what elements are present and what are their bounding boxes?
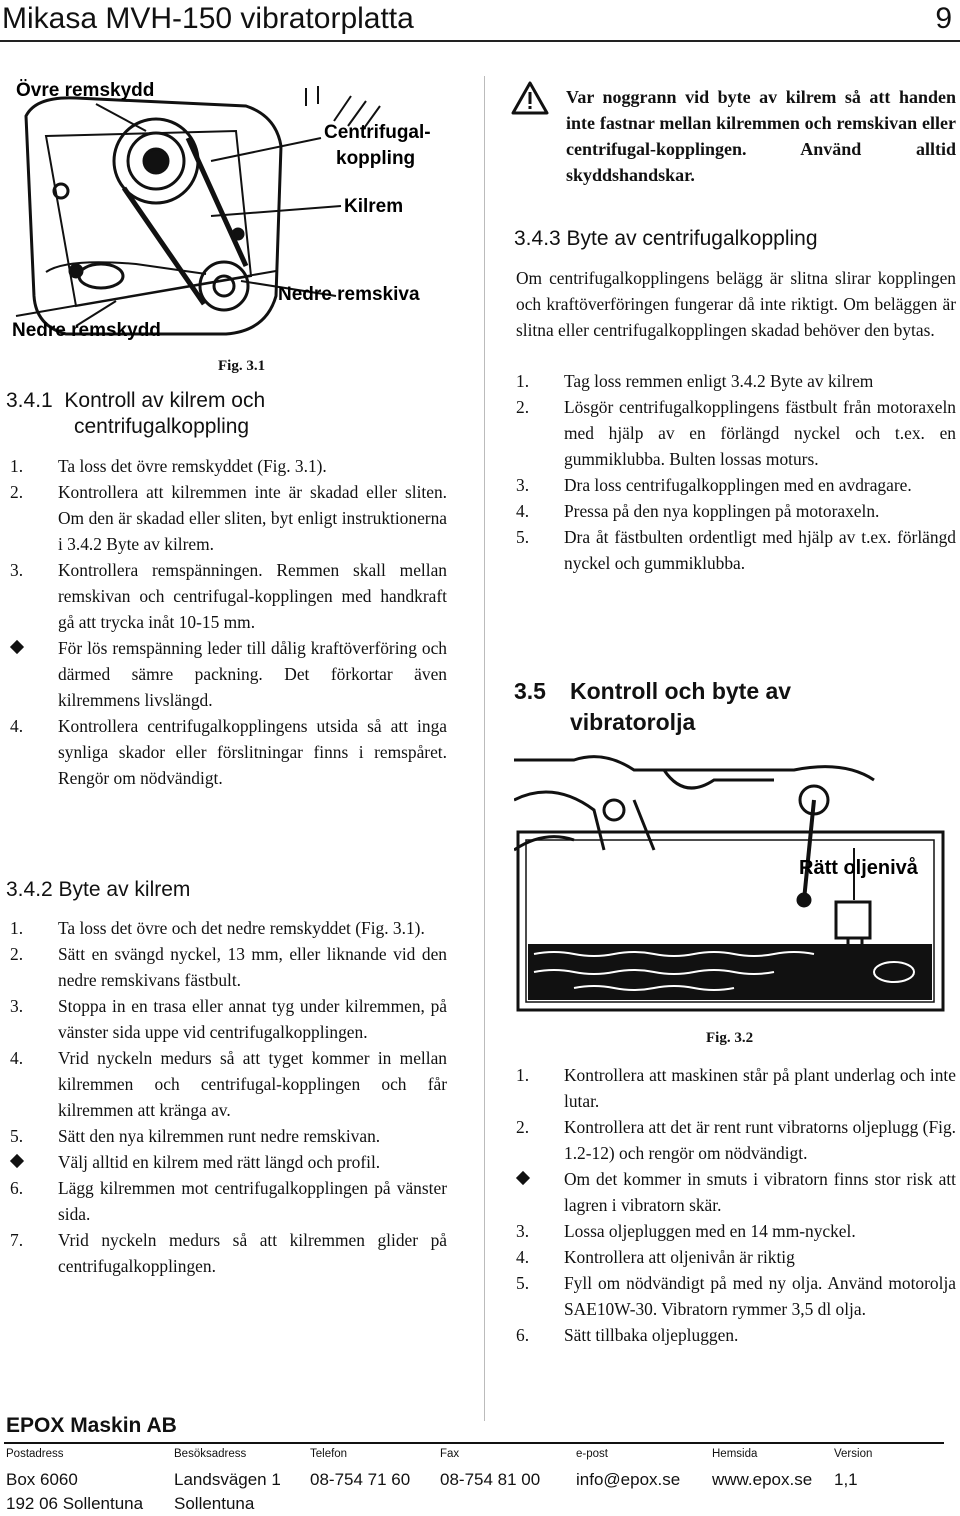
list-item: [10, 1227, 447, 1279]
item-text: Stoppa in en trasa eller annat tyg under kilremmen, på vänster sida uppe vid centrifugalkopplingen.: [58, 996, 447, 1042]
page-number: 9: [935, 2, 952, 35]
list-item: [10, 1123, 447, 1149]
list-item: [516, 1166, 956, 1218]
item-text: Kontrollera att det är rent runt vibratorns oljeplugg (Fig. 1.2-12) och rengör om nödvändigt.: [564, 1117, 956, 1163]
list-item: [516, 1244, 956, 1270]
figure-caption: Fig. 3.1: [218, 358, 266, 374]
figure-caption: Fig. 3.2: [706, 1030, 754, 1046]
oil-level-figure: [514, 740, 954, 1020]
item-text: Vrid nyckeln medurs så att tyget kommer in mellan kilremmen och centrifugal-kopplingen och får kilremmen att kränga av.: [58, 1048, 447, 1120]
list-item: [10, 713, 447, 791]
list-item: [10, 993, 447, 1045]
list-item: [516, 1218, 956, 1244]
item-number: 2.: [516, 397, 530, 417]
company-name: EPOX Maskin AB: [6, 1414, 177, 1437]
diamond-bullet-icon: [10, 1154, 24, 1168]
footer-label: Fax: [440, 1448, 460, 1460]
intro-paragraph: Om centrifugalkopplingens belägg är slitna slirar kopplingen och kraftöverföringen fungerar då inte riktigt. Om beläggen är slitna eller centrifugalkopplingen skadad behöver den bytas.: [516, 268, 956, 340]
label-lower-guard: Nedre remskydd: [12, 320, 161, 341]
footer-version: 1,1: [834, 1470, 858, 1489]
item-text: Lossa oljepluggen med en 14 mm-nyckel.: [564, 1221, 856, 1241]
footer-label: Version: [834, 1448, 873, 1460]
list-item: [516, 524, 956, 576]
item-number: 2.: [10, 482, 24, 502]
list-item: [516, 1114, 956, 1166]
item-text: Kontrollera att maskinen står på plant underlag och inte lutar.: [564, 1065, 956, 1111]
item-number: 6.: [516, 1325, 530, 1345]
footer-label: e-post: [576, 1448, 608, 1460]
item-text: Kontrollera remspänningen. Remmen skall mellan remskivan och centrifugal-kopplingen med handkraft gå att trycka inåt 10-15 mm.: [58, 560, 447, 632]
warning-text: Var noggrann vid byte av kilrem så att handen inte fastnar mellan kilremmen och remskivan eller centrifugal-kopplingen. Använd alltid skyddshandskar.: [566, 87, 956, 185]
item-number: 7.: [10, 1230, 24, 1250]
list-item: [516, 1322, 956, 1348]
belt-drive-figure: [6, 76, 454, 348]
item-number: 4.: [516, 1247, 530, 1267]
list-item: [10, 1149, 447, 1175]
item-number: 3.: [516, 1221, 530, 1241]
item-number: 4.: [10, 716, 24, 736]
list-item: [516, 368, 956, 394]
footer-label: Hemsida: [712, 1448, 758, 1460]
list-item: [516, 498, 956, 524]
section-heading: 3.4.1 Kontroll av kilrem och centrifugalkoppling: [6, 389, 266, 438]
label-clutch: Centrifugal-: [324, 122, 431, 143]
list-item: [10, 453, 447, 479]
section-heading-3-5: 3.5 Kontroll och byte av vibratorolja: [514, 678, 792, 735]
item-number: 5.: [516, 527, 530, 547]
warning-triangle-icon: [510, 80, 550, 116]
item-number: 1.: [516, 1065, 530, 1085]
list-item: [10, 941, 447, 993]
item-number: 1.: [10, 456, 24, 476]
item-number: 1.: [10, 918, 24, 938]
item-text: Fyll om nödvändigt på med ny olja. Använd motorolja SAE10W-30. Vibratorn rymmer 3,5 dl olja.: [564, 1273, 956, 1319]
item-number: 2.: [10, 944, 24, 964]
footer-phone: 08-754 71 60: [310, 1470, 411, 1489]
item-text: Om det kommer in smuts i vibratorn finns stor risk att lagren i vibratorn skär.: [564, 1169, 956, 1215]
item-text: Sätt en svängd nyckel, 13 mm, eller liknande vid den nedre remskivans fästbult.: [58, 944, 447, 990]
item-text: Lägg kilremmen mot centrifugalkopplingen på vänster sida.: [58, 1178, 447, 1224]
label-correct-oil-level: Rätt oljenivå: [799, 857, 918, 879]
item-number: 5.: [516, 1273, 530, 1293]
list-item: [10, 915, 447, 941]
list-item: [10, 635, 447, 713]
item-text: För lös remspänning leder till dålig kraftöverföring och därmed sämre packning. Det förkortar även kilremmens livslängd.: [58, 638, 447, 710]
footer-postal: Box 6060 192 06 Sollentuna: [6, 1470, 144, 1513]
item-number: 4.: [516, 501, 530, 521]
section-heading: 3.4.3 Byte av centrifugalkoppling: [514, 227, 818, 250]
item-text: Lösgör centrifugalkopplingens fästbult från motoraxeln med hjälp av en förlängd nyckel och t.ex. en gummiklubba. Bulten lossas moturs.: [564, 397, 956, 469]
list-item: [516, 394, 956, 472]
item-number: 3.: [10, 560, 24, 580]
footer-fax: 08-754 81 00: [440, 1470, 541, 1489]
item-number: 2.: [516, 1117, 530, 1137]
page-header: [0, 0, 960, 42]
column-divider: [484, 76, 485, 1421]
item-number: 5.: [10, 1126, 24, 1146]
footer-website: www.epox.se: [712, 1470, 813, 1489]
page-footer: [0, 1412, 960, 1513]
list-item: [10, 1175, 447, 1227]
list-3-5: [516, 1062, 956, 1348]
item-number: 4.: [10, 1048, 24, 1068]
item-text: Sätt tillbaka oljepluggen.: [564, 1325, 739, 1345]
diamond-bullet-icon: [516, 1171, 530, 1185]
list-item: [516, 472, 956, 498]
footer-label: Besöksadress: [174, 1448, 247, 1460]
item-text: Ta loss det övre och det nedre remskyddet (Fig. 3.1).: [58, 918, 425, 938]
list-item: [516, 1062, 956, 1114]
list-item: [10, 1045, 447, 1123]
footer-visit: Landsvägen 1 Sollentuna: [174, 1470, 281, 1513]
item-text: Tag loss remmen enligt 3.4.2 Byte av kilrem: [564, 371, 874, 391]
footer-label: Postadress: [6, 1448, 64, 1460]
label-upper-guard: Övre remskydd: [16, 80, 155, 101]
item-number: 6.: [10, 1178, 24, 1198]
list-item: [10, 557, 447, 635]
diamond-bullet-icon: [10, 640, 24, 654]
item-text: Kontrollera centrifugalkopplingens utsida så att inga synliga skador eller förslitningar finns i remspåret. Rengör om nödvändigt.: [58, 716, 447, 788]
label-lower-pulley: Nedre remskiva: [278, 284, 420, 305]
svg-text:koppling: koppling: [336, 148, 416, 169]
item-number: 1.: [516, 371, 530, 391]
item-text: Pressa på den nya kopplingen på motoraxeln.: [564, 501, 880, 521]
item-text: Dra åt fästbulten ordentligt med hjälp av t.ex. förlängd nyckel och gummiklubba.: [564, 527, 956, 573]
footer-rule: [4, 1442, 944, 1444]
item-text: Sätt den nya kilremmen runt nedre remskivan.: [58, 1126, 381, 1146]
label-belt: Kilrem: [344, 196, 404, 217]
item-number: 3.: [10, 996, 24, 1016]
footer-label: Telefon: [310, 1448, 348, 1460]
item-number: 3.: [516, 475, 530, 495]
list-item: [10, 479, 447, 557]
list-342: [10, 915, 447, 1279]
footer-email: info@epox.se: [576, 1470, 681, 1489]
item-text: Välj alltid en kilrem med rätt längd och profil.: [58, 1152, 381, 1172]
item-text: Vrid nyckeln medurs så att kilremmen glider på centrifugalkopplingen.: [58, 1230, 447, 1276]
list-item: [516, 1270, 956, 1322]
document-title: Mikasa MVH-150 vibratorplatta: [2, 2, 414, 35]
item-text: Ta loss det övre remskyddet (Fig. 3.1).: [58, 456, 327, 476]
section-heading: 3.4.2 Byte av kilrem: [6, 878, 191, 901]
item-text: Dra loss centrifugalkopplingen med en avdragare.: [564, 475, 912, 495]
list-341: [10, 453, 447, 791]
item-text: Kontrollera att kilremmen inte är skadad eller sliten. Om den är skadad eller sliten, byt enligt instruktionerna i 3.4.2 Byte av kilrem.: [58, 482, 447, 554]
item-text: Kontrollera att oljenivån är riktig: [564, 1247, 795, 1267]
list-343: [516, 368, 956, 576]
